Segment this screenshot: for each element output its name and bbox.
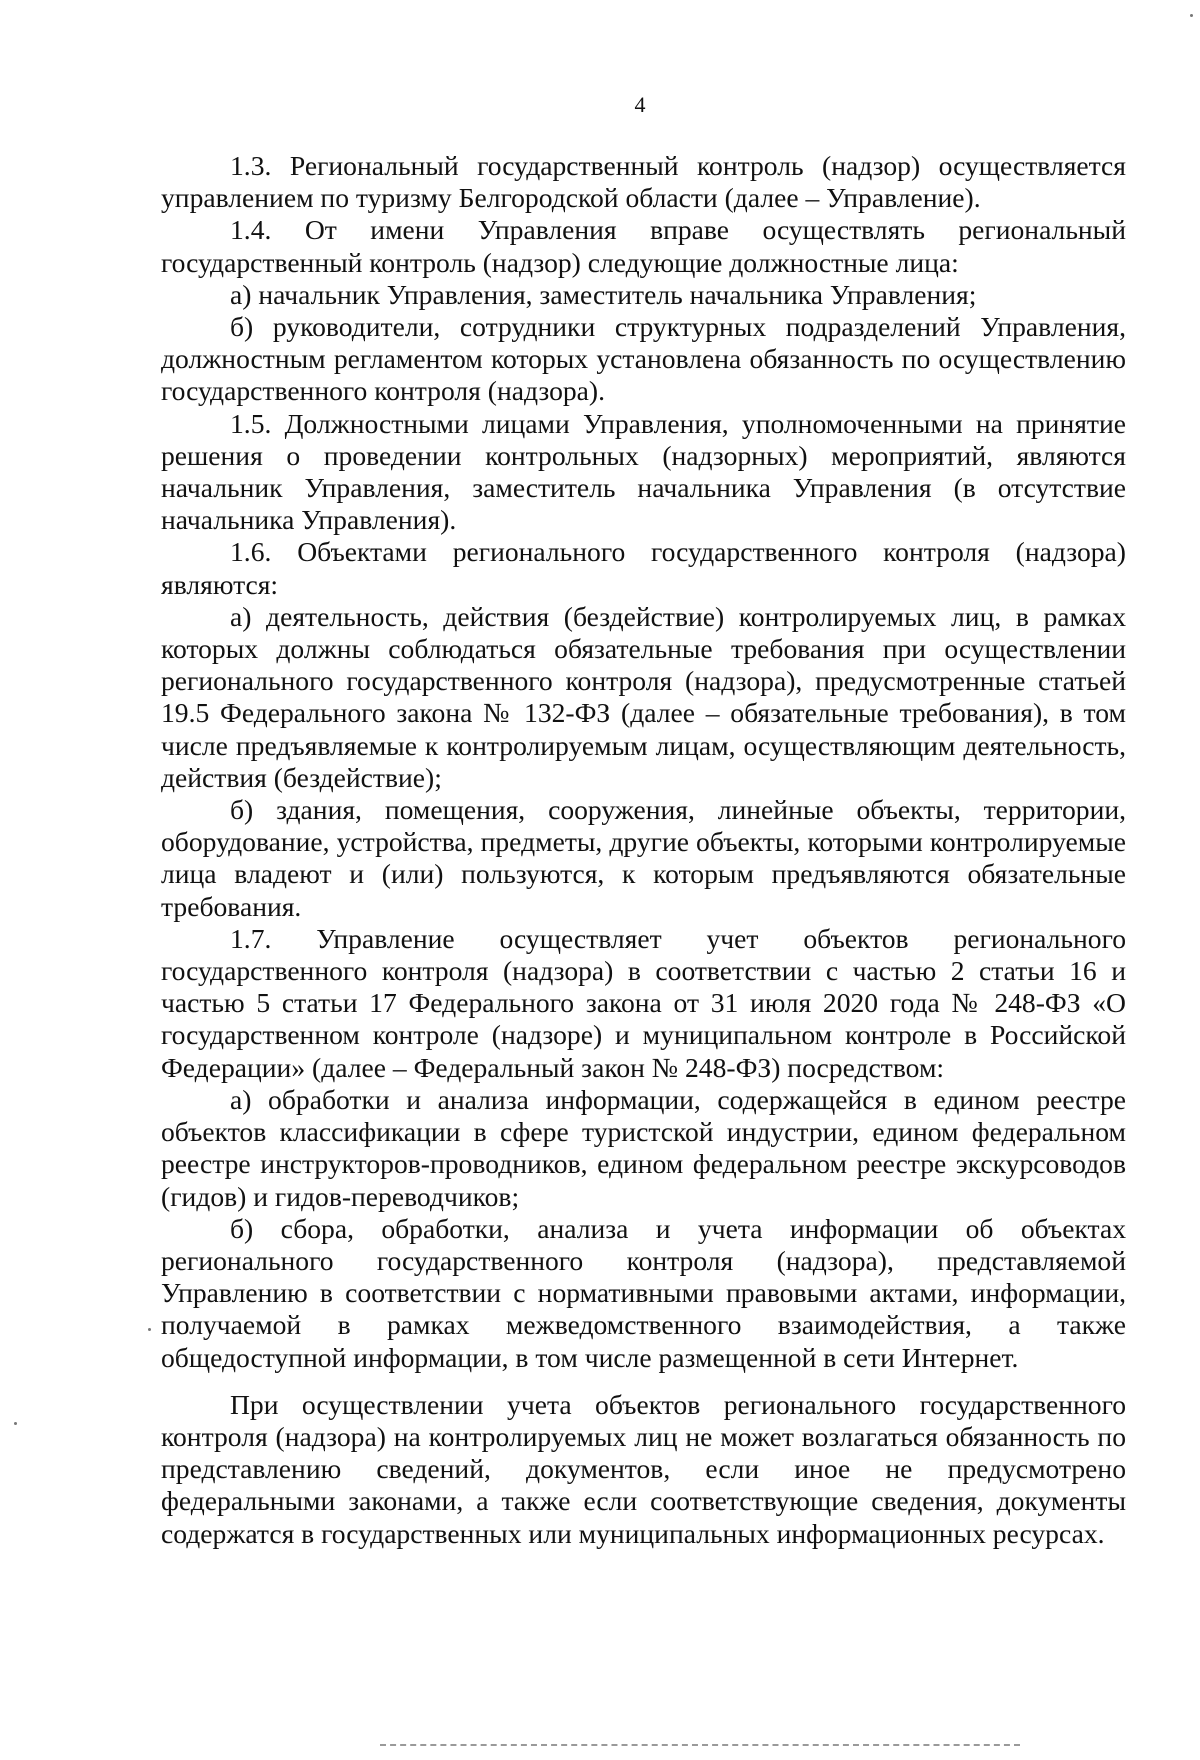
paragraph-1-7: 1.7. Управление осуществляет учет объектов регионального государственного контроля (надзора) в соответствии с частью 2 статьи 16 и частью 5 статьи 17 Федерального закона от 31 июля 2020 года № 248-ФЗ «О государственном контроле (надзоре) и муниципальном контроле в Российской Федерации» (далее – Федеральный закон № 248-ФЗ) посредством: [161, 922, 1126, 1083]
paragraph-1-6: 1.6. Объектами регионального государственного контроля (надзора) являются: [161, 536, 1126, 600]
scan-edge-mark [1190, 14, 1193, 17]
paragraph-1-7-a: а) обработки и анализа информации, содержащейся в едином реестре объектов классификации в сфере туристской индустрии, едином федеральном реестре инструкторов-проводников, едином федеральном реестре экскурсоводов (гидов) и гидов-переводчиков; [161, 1083, 1126, 1212]
paragraph-1-3: 1.3. Региональный государственный контроль (надзор) осуществляется управлением по туризму Белгородской области (далее – Управление). [161, 150, 1126, 214]
scan-bottom-edge-line [380, 1744, 1020, 1746]
paragraph-1-6-a: а) деятельность, действия (бездействие) контролируемых лиц, в рамках которых должны соблюдаться обязательные требования при осуществлении регионального государственного контроля (надзора), предусмотренные статьей 19.5 Федерального закона № 132-ФЗ (далее – обязательные требования), в том числе предъявляемые к контролируемым лицам, осуществляющим деятельность, действия (бездействие); [161, 600, 1126, 793]
paragraph-final: При осуществлении учета объектов регионального государственного контроля (надзора) на контролируемых лиц не может возлагаться обязанность по представлению сведений, документов, если иное не предусмотрено федеральными законами, а также если соответствующие сведения, документы содержатся в государственных или муниципальных информационных ресурсах. [161, 1388, 1126, 1549]
paragraph-1-4-b: б) руководители, сотрудники структурных подразделений Управления, должностным регламентом которых установлена обязанность по осуществлению государственного контроля (надзора). [161, 311, 1126, 407]
scan-edge-mark [14, 1422, 17, 1425]
paragraph-1-6-b: б) здания, помещения, сооружения, линейные объекты, территории, оборудование, устройства, предметы, другие объекты, которыми контролируемые лица владеют и (или) пользуются, к которым предъявляются обязательные требования. [161, 794, 1126, 922]
document-body [161, 150, 1126, 1550]
page-number: 4 [634, 92, 646, 117]
paragraph-1-5: 1.5. Должностными лицами Управления, уполномоченными на принятие решения о проведении контрольных (надзорных) мероприятий, являются начальник Управления, заместитель начальника Управления (в отсутствие начальника Управления). [161, 407, 1126, 536]
paragraph-1-4: 1.4. От имени Управления вправе осуществлять региональный государственный контроль (надзор) следующие должностные лица: [161, 214, 1126, 278]
scan-edge-mark [148, 1328, 151, 1331]
paragraph-1-4-a: а) начальник Управления, заместитель начальника Управления; [230, 278, 977, 310]
paragraph-1-7-b: б) сбора, обработки, анализа и учета информации об объектах регионального государственного контроля (надзора), представляемой Управлению в соответствии с нормативными правовыми актами, информации, получаемой в рамках межведомственного взаимодействия, а также общедоступной информации, в том числе размещенной в сети Интернет. [161, 1212, 1126, 1373]
